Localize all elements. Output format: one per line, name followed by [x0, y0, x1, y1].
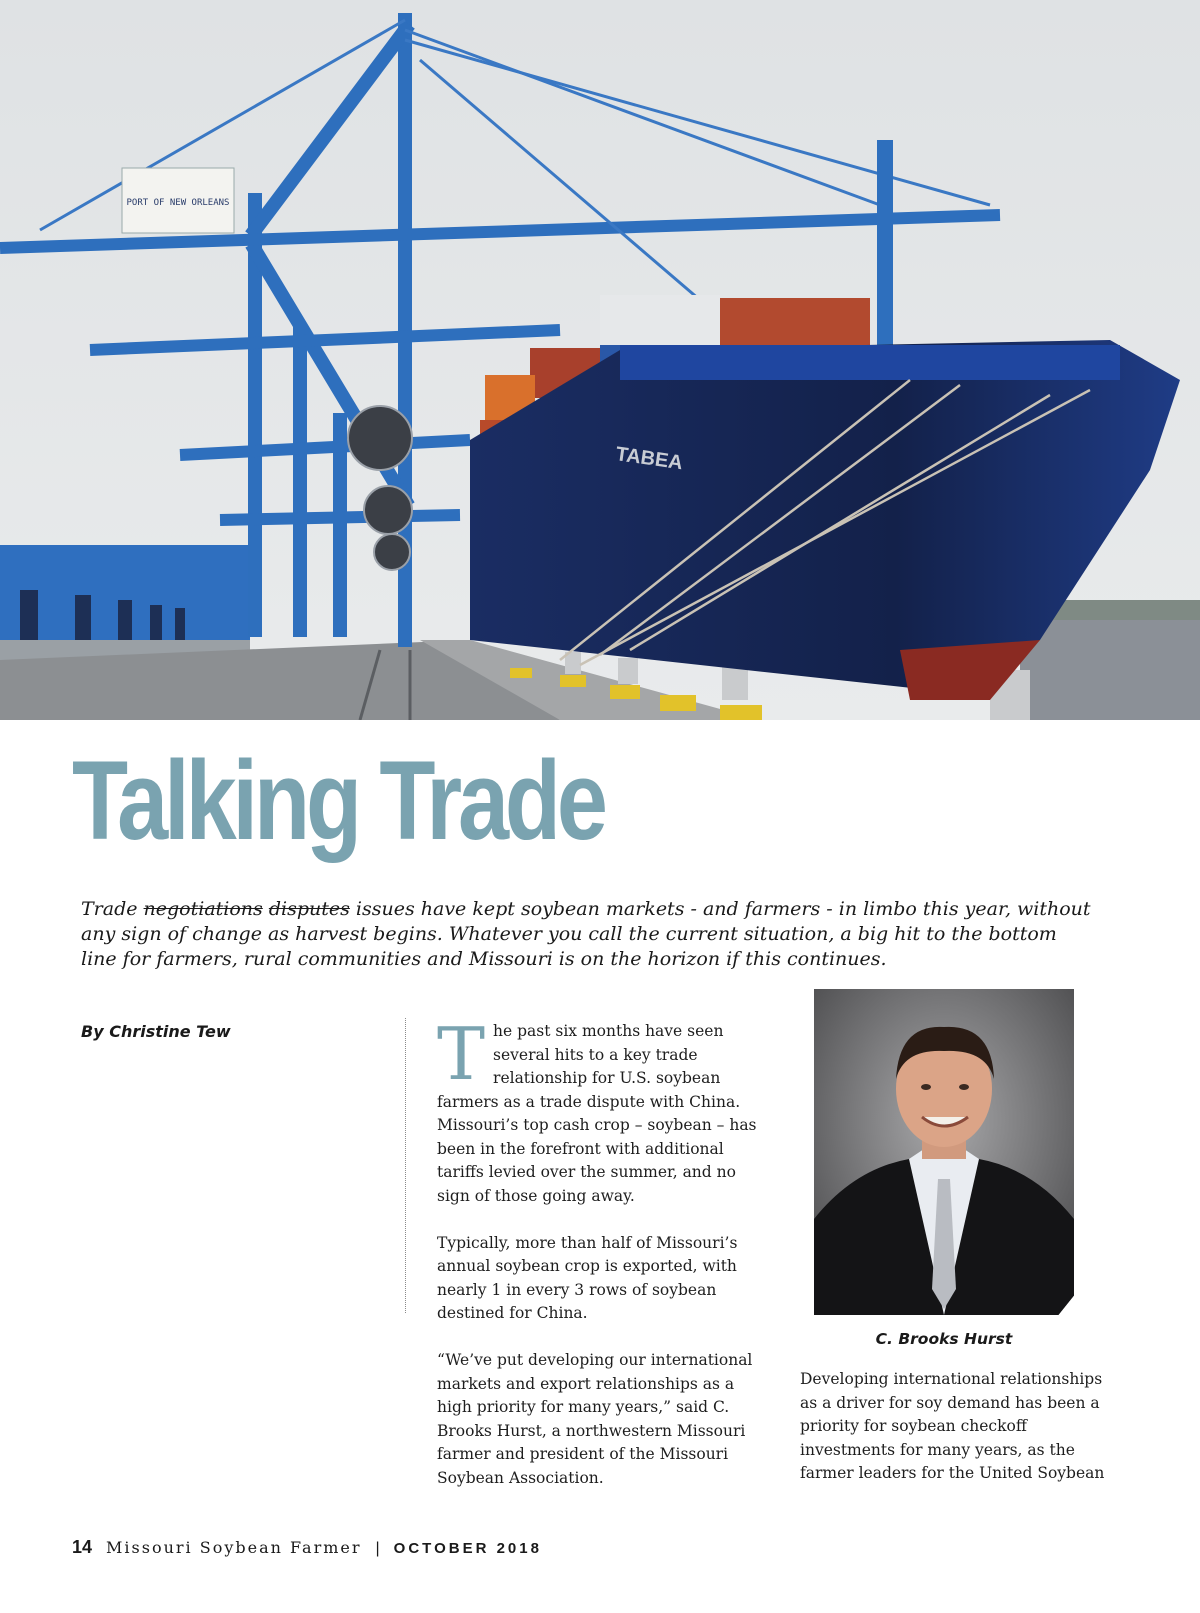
column-divider	[405, 1018, 406, 1313]
byline: By Christine Tew	[81, 1022, 231, 1041]
issue-date: OCTOBER 2018	[393, 1540, 542, 1557]
page-footer	[72, 1537, 542, 1558]
paragraph-1-text: he past six months have seen several hits to a key trade relationship for U.S. soybean farmers as a trade dispute with China. Missouri’s top cash crop – soybean – has been in the forefront with additional tariffs levied over the summer, and no sign of those going away.	[437, 1022, 757, 1205]
drop-cap: T	[437, 1012, 486, 1096]
article-deck	[81, 897, 1091, 972]
hero-photo	[0, 0, 1200, 720]
paragraph-2: Typically, more than half of Missouri’s annual soybean crop is exported, with nearly 1 in every 3 rows of soybean destined for China.	[437, 1233, 738, 1322]
ship-name-text: TABEA	[614, 443, 685, 475]
article-title: Talking Trade	[72, 738, 604, 863]
paragraph-3: “We’ve put developing our international markets and export relationships as a high priority for many years,” said C. Brooks Hurst, a northwestern Missouri farmer and president of the Missouri Soybean Association.	[437, 1351, 753, 1487]
deck-rest: issues have kept soybean markets - and farmers - in limbo this year, without any sign of change as harvest begins. Whatever you call the current situation, a big hit to the bottom line for farmers, rural communities and Missouri is on the horizon if this continues.	[81, 898, 1091, 970]
deck-lead: Trade	[81, 898, 144, 920]
crane-sign-text: PORT OF NEW ORLEANS	[126, 198, 230, 208]
deck-strike-negotiations: negotiations	[143, 898, 263, 920]
body-column	[437, 1012, 767, 1514]
photo-caption: C. Brooks Hurst	[875, 1330, 1013, 1348]
paragraph-1	[437, 1012, 767, 1208]
portrait-photo	[814, 989, 1074, 1315]
deck-strike-disputes: disputes	[268, 898, 350, 920]
magazine-name: Missouri Soybean Farmer	[106, 1538, 362, 1557]
right-column-text: Developing international relationships as a driver for soy demand has been a priority for soybean checkoff investments for many years, as the farmer leaders for the United Soybean	[800, 1370, 1105, 1482]
footer-separator: |	[375, 1540, 380, 1557]
page-number: 14	[72, 1537, 93, 1557]
